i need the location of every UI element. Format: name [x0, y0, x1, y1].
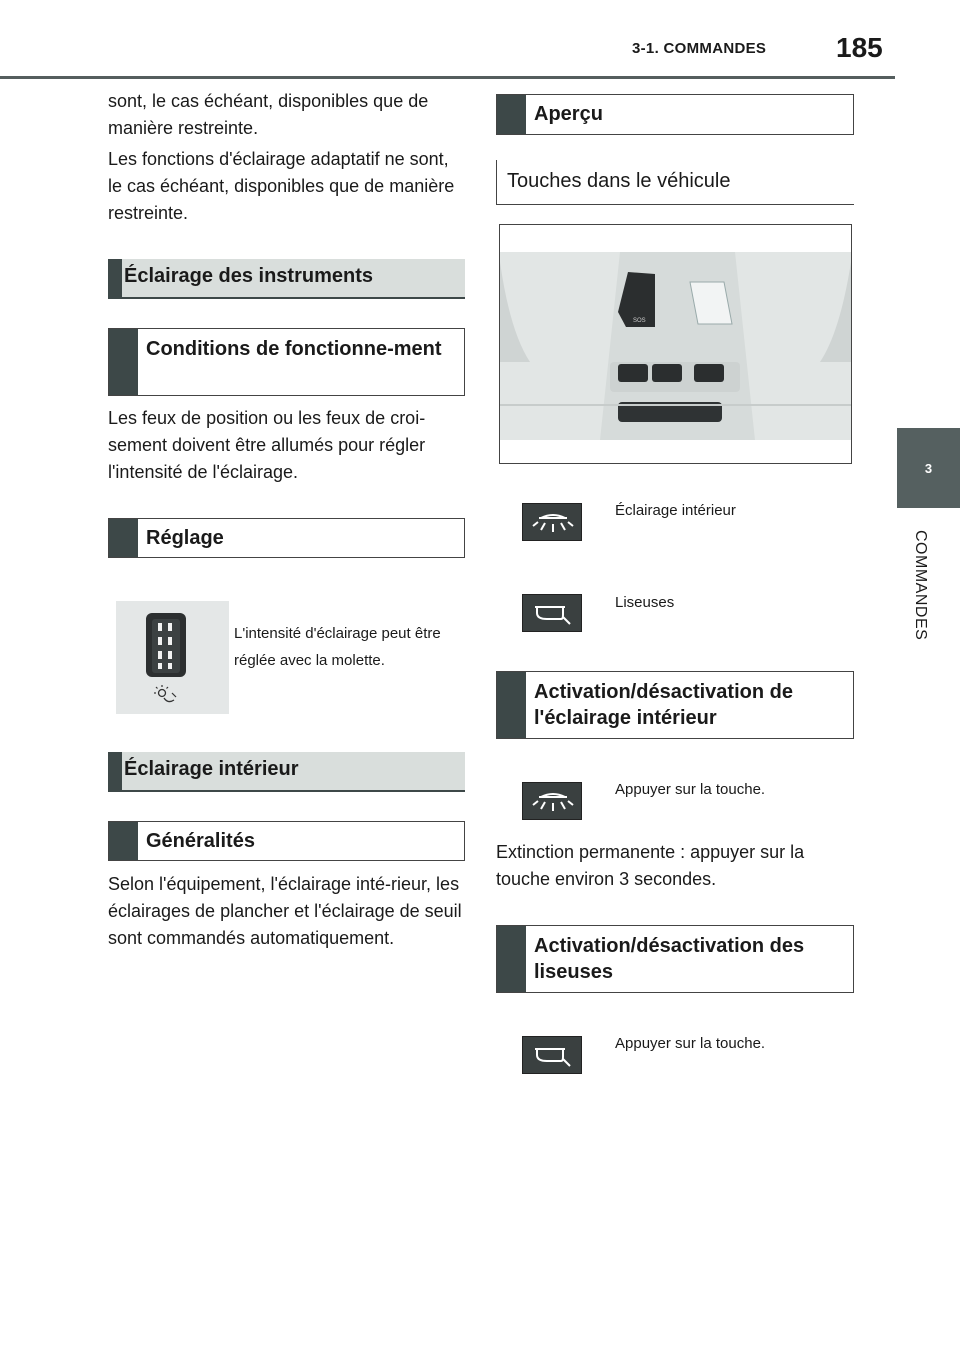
- heading-text: Conditions de fonctionne-ment: [146, 338, 442, 360]
- chapter-tab[interactable]: 3: [897, 428, 960, 508]
- heading-bar: [108, 752, 122, 790]
- reading-light-icon: [523, 595, 583, 633]
- press-caption-2: Appuyer sur la touche.: [615, 1035, 766, 1052]
- overhead-console-photo-frame: [499, 224, 852, 464]
- heading-text: Réglage: [146, 527, 224, 549]
- interior-light-icon: [523, 783, 583, 821]
- heading-reglage: [108, 518, 465, 558]
- intro-paragraph-2: Les fonctions d'éclairage adaptatif ne sont, le cas échéant, disponibles que de manière restreinte.: [108, 149, 455, 223]
- interior-light-key: [522, 503, 582, 541]
- heading-bar: [497, 672, 526, 738]
- heading-eclairage-interieur: [108, 752, 465, 792]
- heading-rule: [496, 160, 497, 204]
- heading-conditions: [108, 328, 465, 396]
- heading-generalites: [108, 821, 465, 861]
- heading-text: Généralités: [146, 830, 255, 852]
- heading-bar: [497, 95, 526, 134]
- heading-text: Activation/désactivation des liseuses: [534, 935, 805, 983]
- heading-bar: [109, 822, 138, 860]
- sos-label: SOS: [633, 318, 646, 324]
- dimmer-wheel-icon: [116, 601, 229, 714]
- heading-activation-liseuses: [496, 925, 854, 993]
- chapter-label: COMMANDES: [912, 530, 929, 641]
- reading-light-icon: [523, 1037, 583, 1075]
- heading-text: Éclairage des instruments: [124, 265, 373, 287]
- key1-caption: Éclairage intérieur: [615, 502, 736, 519]
- dimmer-wheel-photo: [116, 601, 229, 714]
- interior-light-icon: [523, 504, 583, 542]
- extinction-paragraph: Extinction permanente : appuyer sur la touche environ 3 secondes.: [496, 842, 805, 889]
- heading-bar: [497, 926, 526, 992]
- conditions-paragraph: Les feux de position ou les feux de croi-sement doivent être allumés pour régler l'intensité de l'éclairage.: [108, 408, 426, 482]
- heading-eclairage-instruments: [108, 259, 465, 299]
- reading-light-key-2: [522, 1036, 582, 1074]
- intro-paragraph-1: sont, le cas échéant, disponibles que de manière restreinte.: [108, 91, 429, 138]
- overhead-console-photo: [500, 252, 851, 440]
- heading-touches: [496, 160, 854, 205]
- heading-text: Touches dans le véhicule: [507, 170, 731, 192]
- generalites-paragraph: Selon l'équipement, l'éclairage inté-rieur, les éclairages de plancher et l'éclairage de seuil sont commandés automatiquement.: [108, 874, 462, 948]
- heading-bar: [109, 519, 138, 557]
- heading-activation-interieur: [496, 671, 854, 739]
- reading-light-key: [522, 594, 582, 632]
- heading-bar: [109, 329, 138, 395]
- running-header-section: 3-1. COMMANDES: [632, 40, 767, 57]
- reglage-caption: L'intensité d'éclairage peut être réglée avec la molette.: [234, 625, 441, 669]
- key2-caption: Liseuses: [615, 594, 675, 611]
- press-caption-1: Appuyer sur la touche.: [615, 781, 766, 798]
- header-rule: [0, 76, 895, 79]
- heading-text: Éclairage intérieur: [124, 758, 299, 780]
- heading-bar: [108, 259, 122, 297]
- heading-apercu: [496, 94, 854, 135]
- heading-text: Aperçu: [534, 103, 603, 125]
- page-number: 185: [836, 32, 883, 63]
- interior-light-key-2: [522, 782, 582, 820]
- heading-text: Activation/désactivation de l'éclairage intérieur: [534, 681, 793, 729]
